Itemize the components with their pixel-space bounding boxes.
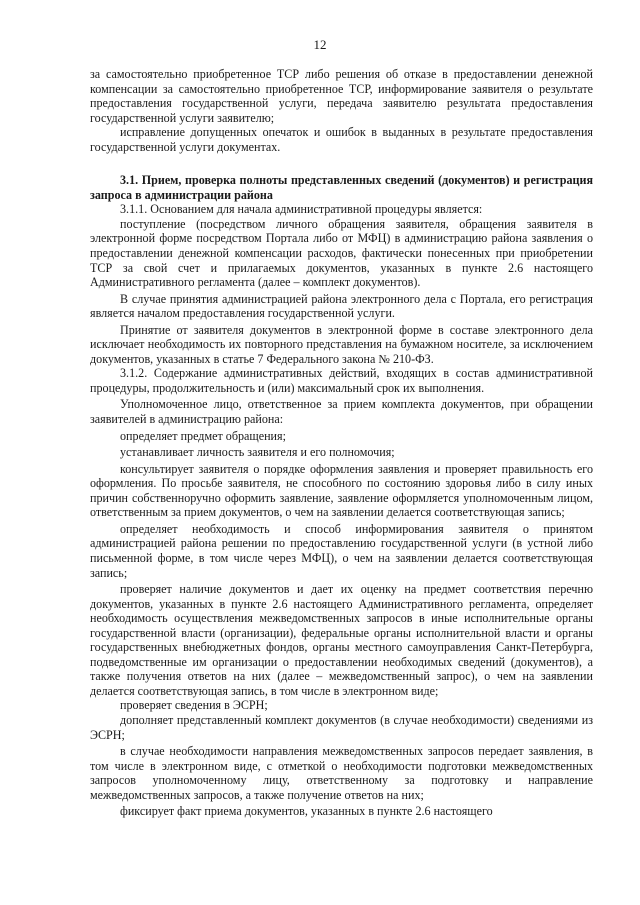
- paragraph-3-1-2: 3.1.2. Содержание административных действий, входящих в состав административной процедуры, продолжительность и (или) максимальный срок их выполнения.: [90, 366, 593, 395]
- list-item-notification: определяет необходимость и способ информирования заявителя о принятом администрацией района решении по предоставлению государственной услуги (в устной либо письменной форме, в том числе через МФЦ), о чем на заявлении делается соответствующая запись;: [90, 521, 593, 580]
- list-item-esrn-check: проверяет сведения в ЭСРН;: [120, 698, 268, 713]
- document-body: [90, 67, 593, 819]
- paragraph-corrections: исправление допущенных опечаток и ошибок в выданных в результате предоставления государственной услуги документах.: [90, 125, 593, 154]
- paragraph-submission: поступление (посредством личного обращения заявителя, обращения заявителя в электронной форме посредством Портала либо от МФЦ) в администрацию района заявления о предоставлении денежной компенсации расходов, фактически понесенных при приобретении ТСР за свой счет и прилагаемых документов, указанных в пункте 2.6 настоящего Административного регламента (далее – комплект документов).: [90, 216, 593, 290]
- list-item-esrn-supplement: дополняет представленный комплект документов (в случае необходимости) сведениями из ЭСРН;: [90, 712, 593, 742]
- paragraph-electronic-docs: Принятие от заявителя документов в электронной форме в составе электронного дела исключает необходимость их повторного представления на бумажном носителе, за исключением документов, указанных в статье 7 Федерального закона № 210-ФЗ.: [90, 322, 593, 366]
- section-heading: 3.1. Прием, проверка полноты представленных сведений (документов) и регистрация запроса в администрации района: [90, 173, 593, 202]
- list-item-subject: определяет предмет обращения;: [120, 428, 286, 443]
- list-item-identity: устанавливает личность заявителя и его полномочия;: [120, 445, 395, 460]
- list-item-interagency: в случае необходимости направления межведомственных запросов передает заявления, в том числе в электронном виде, с отметкой о необходимости подготовки межведомственных запросов уполномоченному лицу, ответственному за подготовку и направление межведомственных запросов, а также получение ответов на них;: [90, 744, 593, 802]
- page-number: 12: [313, 37, 327, 52]
- list-item-record-receipt: фиксирует факт приема документов, указанных в пункте 2.6 настоящего: [120, 804, 493, 819]
- paragraph-portal-case: В случае принятия администрацией района электронного дела с Портала, его регистрация является началом предоставления государственной услуги.: [90, 291, 593, 321]
- list-item-check-documents: проверяет наличие документов и дает их оценку на предмет соответствия перечню документов, указанных в пункте 2.6 настоящего Административного регламента, определяет необходимость осуществления межведомственных запросов в иные исполнительные органы государственной власти (организации), федеральные органы исполнительной власти и органы государственных внебюджетных фондов, органы местного самоуправления Санкт-Петербурга, подведомственные им организации о предоставлении необходимых сведений (документов), а также получения ответов на них (далее – межведомственный запрос), о чем на заявлении делается соответствующая запись, в том числе в электронном виде;: [90, 582, 593, 698]
- paragraph-continuation: за самостоятельно приобретенное ТСР либо решения об отказе в предоставлении денежной компенсации за самостоятельно приобретенное ТСР, информирование заявителя о результате предоставления государственной услуги, передача заявителю результата предоставления государственной услуги заявителю;: [90, 67, 593, 125]
- paragraph-authorized-person: Уполномоченное лицо, ответственное за прием комплекта документов, при обращении заявителей в администрацию района:: [90, 397, 593, 427]
- list-item-consult: консультирует заявителя о порядке оформления заявления и проверяет правильность его оформления. По просьбе заявителя, не способного по состоянию здоровья либо в силу иных причин собственноручно оформить заявление, заявление оформляется уполномоченным лицом, ответственным за прием документов, о чем на заявлении делается соответствующая запись;: [90, 461, 593, 520]
- paragraph-3-1-1: 3.1.1. Основанием для начала административной процедуры является:: [120, 202, 483, 217]
